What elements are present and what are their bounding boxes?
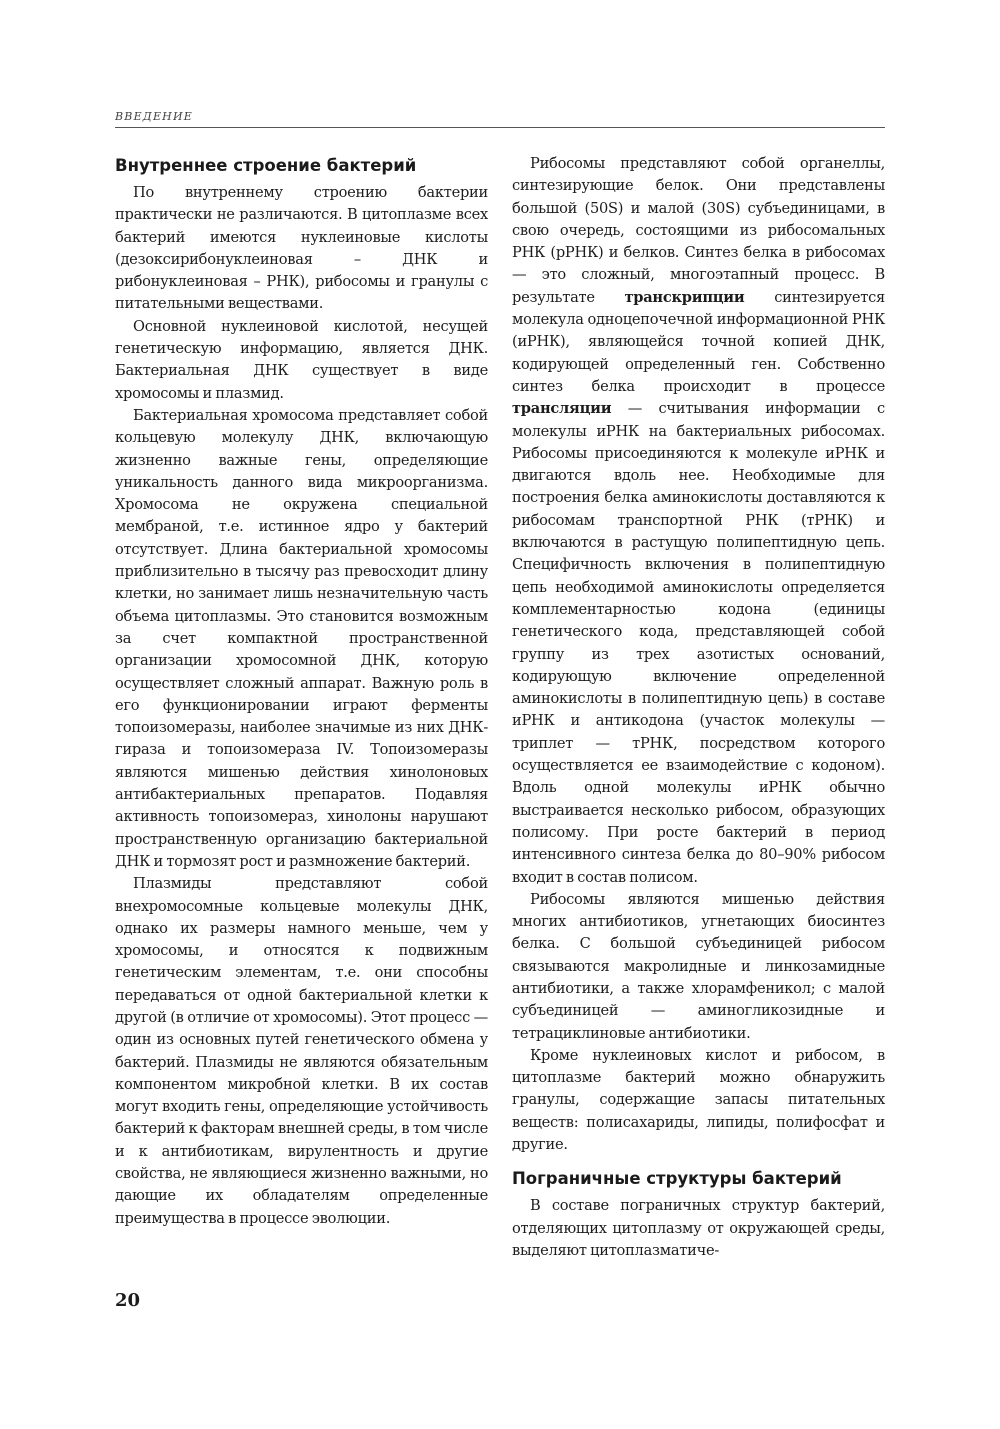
term-translation: трансляции [512, 400, 612, 418]
right-column [512, 153, 885, 1262]
paragraph-text: — считывания информации с молекулы иРНК на бактериальных рибосомах. Рибосомы присоединяются к молекуле иРНК и двигаются вдоль нее. Необходимые для построения белка аминокислоты доставляются к рибосомам транспортной РНК (тРНК) и включаются в растущую полипептидную цепь. Специфичность включения в полипептидную цепь необходимой аминокислоты определяется комплементарностью кодона (единицы генетического кода, представляющей собой группу из трех азотистых оснований, кодирующую включение определенной аминокислоты в полипептидную цепь) в составе иРНК и антикодона (участок молекулы — триплет — тРНК, посредством которого осуществляется ее взаимодействие с кодоном). Вдоль одной молекулы иРНК обычно выстраивается несколько рибосом, образующих полисому. При росте бактерий в период интенсивного синтеза белка до 80–90% рибосом входит в состав полисом. [512, 400, 885, 886]
term-transcription: транскрипции [624, 288, 745, 306]
paragraph: В составе пограничных структур бактерий, отделяющих цитоплазму от окружающей среды, выделяют цитоплазматиче- [512, 1197, 885, 1259]
paragraph-text: синтезируется молекула одноцепочечной информационной РНК (иРНК), являющейся точной копией ДНК, кодирующей определенный ген. Собственно синтез белка происходит в процессе [512, 288, 885, 395]
paragraph: Плазмиды представляют собой внехромосомные кольцевые молекулы ДНК, однако их размеры намного меньше, чем у хромосомы, и относятся к подвижным генетическим элементам, т.е. они способны передаваться от одной бактериальной клетки к другой (в отличие от хромосомы). Этот процесс — один из основных путей генетического обмена у бактерий. Плазмиды не являются обязательным компонентом микробной клетки. В их состав могут входить гены, определяющие устойчивость бактерий к факторам внешней среды, в том числе и к антибиотикам, вирулентность и другие свойства, не являющиеся жизненно важными, но дающие их обладателям определенные преимущества в процессе эволюции. [115, 875, 488, 1227]
section-heading-boundary-structures: Пограничные структуры бактерий [512, 1169, 842, 1189]
page-number: 20 [115, 1290, 141, 1311]
section-heading-internal-structure: Внутреннее строение бактерий [115, 156, 417, 175]
running-head: ВВЕДЕНИЕ [115, 110, 193, 123]
left-column [115, 153, 488, 1230]
paragraph: По внутреннему строению бактерии практически не различаются. В цитоплазме всех бактерий имеются нуклеиновые кислоты (дезоксирибонуклеиновая – ДНК и рибонуклеиновая – РНК), рибосомы и гранулы с питательными веществами. [115, 184, 488, 313]
paragraph-text: Рибосомы представляют собой органеллы, синтезирующие белок. Они представлены большой (50S) и малой (30S) субъединицами, в свою очередь, состоящими из рибосомальных РНК (рРНК) и белков. Синтез белка в рибосомах — это сложный, многоэтапный процесс. В результате [512, 155, 885, 306]
paragraph: Основной нуклеиновой кислотой, несущей генетическую информацию, является ДНК. Бактериальная ДНК существует в виде хромосомы и плазмид. [115, 317, 488, 402]
paragraph-ribosomes [512, 153, 885, 889]
paragraph: Кроме нуклеиновых кислот и рибосом, в цитоплазме бактерий можно обнаружить гранулы, содержащие запасы питательных веществ: полисахариды, липиды, полифосфат и другие. [512, 1046, 885, 1154]
header-rule [115, 127, 885, 128]
paragraph: Рибосомы являются мишенью действия многих антибиотиков, угнетающих биосинтез белка. С большой субъединицей рибосом связываются макролидные и линкозамидные антибиотики, а также хлорамфеникол; с малой субъединицей — аминогликозидные и тетрациклиновые антибиотики. [512, 890, 885, 1042]
paragraph: Бактериальная хромосома представляет собой кольцевую молекулу ДНК, включающую жизненно важные гены, определяющие уникальность данного вида микроорганизма. Хромосома не окружена специальной мембраной, т.е. истинное ядро у бактерий отсутствует. Длина бактериальной хромосомы приблизительно в тысячу раз превосходит длину клетки, но занимает лишь незначительную часть объема цитоплазмы. Это становится возможным за счет компактной пространственной организации хромосомной ДНК, которую осуществляет сложный аппарат. Важную роль в его функционировании играют ферменты топоизомеразы, наиболее значимые из них ДНК-гираза и топоизомераза IV. Топоизомеразы являются мишенью действия хинолоновых антибактериальных препаратов. Подавляя активность топоизомераз, хинолоны нарушают пространственную организацию бактериальной ДНК и тормозят рост и размножение бактерий. [115, 406, 488, 870]
